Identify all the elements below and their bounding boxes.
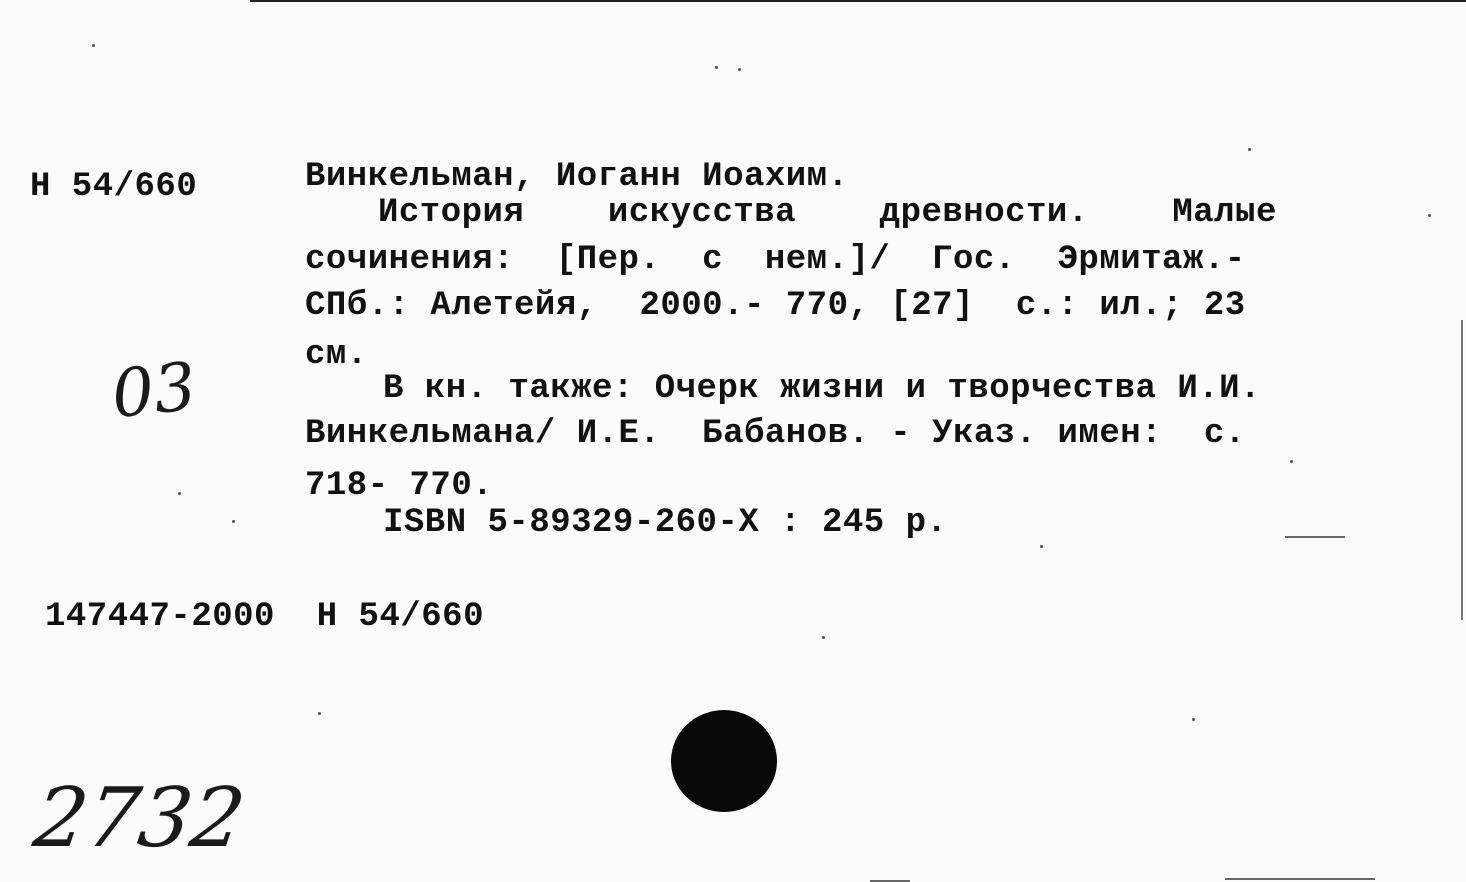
contents-note-line-1: В кн. также: Очерк жизни и творчества И.И. [383, 370, 1261, 408]
scan-speck [1428, 214, 1431, 217]
scan-speck [1248, 148, 1251, 151]
scan-speck [1192, 718, 1195, 721]
scan-mark [1225, 878, 1375, 880]
inventory-number: 147447-2000 Н 54/660 [45, 598, 484, 636]
author-heading: Винкельман, Иоганн Иоахим. [305, 158, 849, 196]
scan-speck [738, 68, 741, 71]
scan-speck [1040, 545, 1043, 548]
scan-speck [715, 66, 718, 69]
punch-hole [671, 710, 777, 812]
scan-mark [1285, 536, 1345, 538]
scan-speck [822, 636, 825, 639]
handwritten-number: 2732 [28, 771, 251, 866]
publication-line: СПб.: Алетейя, 2000.- 770, [27] с.: ил.; 23 [305, 287, 1246, 325]
contents-note-line-2: Винкельмана/ И.Е. Бабанов. - Указ. имен: с. [305, 415, 1246, 453]
scan-speck [178, 492, 181, 495]
scan-speck [1290, 460, 1293, 463]
shelf-mark: Н 54/660 [30, 168, 198, 206]
scan-speck [232, 520, 235, 523]
isbn-price: ISBN 5-89329-260-X : 245 р. [383, 504, 948, 542]
title-line-1: История искусства древности. Малые [378, 194, 1277, 232]
size-line: см. [305, 336, 368, 374]
card-right-edge [1461, 320, 1463, 620]
scan-speck [318, 712, 321, 715]
scan-speck [92, 44, 95, 47]
title-line-2: сочинения: [Пер. с нем.]/ Гос. Эрмитаж.- [305, 241, 1246, 279]
contents-note-line-3: 718- 770. [305, 467, 494, 505]
card-top-edge [250, 0, 1466, 2]
handwritten-code: 03 [108, 347, 200, 434]
